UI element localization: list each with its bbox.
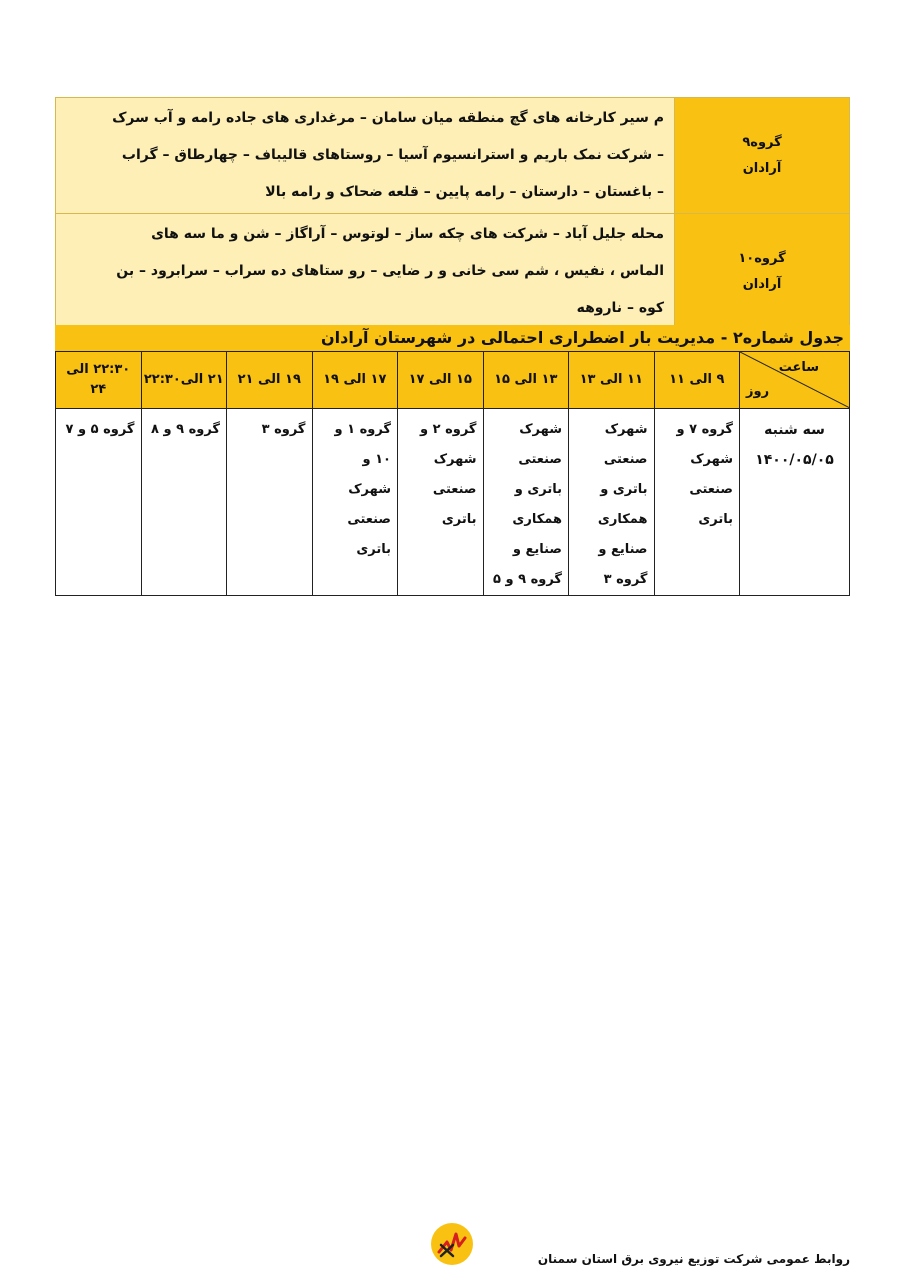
- group-name: گروه۱۰: [738, 250, 786, 266]
- time-slot-header: ۱۷ الی ۱۹: [312, 352, 398, 409]
- schedule-day-row: [56, 409, 850, 596]
- schedule-header-row: [56, 352, 850, 409]
- schedule-cell: گروه ۳: [227, 409, 313, 596]
- group-name: گروه۹: [742, 134, 782, 150]
- footer: [420, 1220, 850, 1280]
- time-slot-header: ۲۱ الی۲۲:۳۰: [141, 352, 227, 409]
- group-city: آرادان: [742, 276, 782, 292]
- day-label: روز: [746, 384, 770, 399]
- time-slot-header: ۲۲:۳۰ الی ۲۴: [56, 352, 142, 409]
- description-line: محله جلیل آباد – شرکت های چکه ساز – لوتوس – آراگاز – شن و ما سه های: [151, 226, 664, 242]
- groups-table: [55, 97, 850, 330]
- time-slot-header: ۱۳ الی ۱۵: [483, 352, 569, 409]
- schedule-cell: شهرک صنعتی باتری و همکاری صنایع و گروه ۳: [569, 409, 655, 596]
- schedule-cell: گروه ۱ و ۱۰ و شهرک صنعتی باتری: [312, 409, 398, 596]
- hour-label: ساعت: [778, 360, 819, 375]
- day-name: سه شنبه: [764, 422, 825, 438]
- table-title: جدول شماره۲ - مدیریت بار اضطراری احتمالی در شهرستان آرادان: [55, 325, 850, 351]
- description-line: – باغستان – دارستان – رامه پایین – قلعه ضحاک و رامه بالا: [265, 184, 664, 200]
- schedule-cell: گروه ۵ و ۷: [56, 409, 142, 596]
- schedule-cell: شهرک صنعتی باتری و همکاری صنایع و گروه ۹ و ۵: [483, 409, 569, 596]
- group-description: [56, 98, 675, 214]
- group-label: [675, 214, 850, 330]
- footer-text: روابط عمومی شرکت توزیع نیروی برق استان سمنان: [537, 1252, 850, 1266]
- schedule-cell: گروه ۷ و شهرک صنعتی باتری: [654, 409, 740, 596]
- group-label: [675, 98, 850, 214]
- description-line: م سیر کارخانه های گچ منطقه میان سامان – مرغداری های جاده رامه و آب سرک: [112, 110, 664, 126]
- day-cell: [740, 409, 850, 596]
- description-line: – شرکت نمک باریم و استرانسیوم آسیا – روستاهای قالیباف – چهارطاق – گراب: [121, 147, 664, 163]
- description-line: الماس ، نفیس ، شم سی خانی و ر ضایی – رو ستاهای ده سراب – سرابرود – بن: [116, 263, 664, 279]
- group-description: [56, 214, 675, 330]
- time-slot-header: ۱۵ الی ۱۷: [398, 352, 484, 409]
- schedule-table: [55, 351, 850, 596]
- time-slot-header: ۹ الی ۱۱: [654, 352, 740, 409]
- description-line: کوه – ناروهه: [576, 300, 664, 316]
- group-row-9: [56, 98, 850, 214]
- time-slot-header: ۱۱ الی ۱۳: [569, 352, 655, 409]
- group-city: آرادان: [742, 160, 782, 176]
- schedule-cell: گروه ۹ و ۸: [141, 409, 227, 596]
- power-distribution-logo-icon: [428, 1220, 476, 1268]
- group-row-10: [56, 214, 850, 330]
- schedule-cell: گروه ۲ و شهرک صنعتی باتری: [398, 409, 484, 596]
- time-slot-header: ۱۹ الی ۲۱: [227, 352, 313, 409]
- corner-cell: [740, 352, 850, 409]
- day-date: ۱۴۰۰/۰۵/۰۵: [755, 452, 834, 468]
